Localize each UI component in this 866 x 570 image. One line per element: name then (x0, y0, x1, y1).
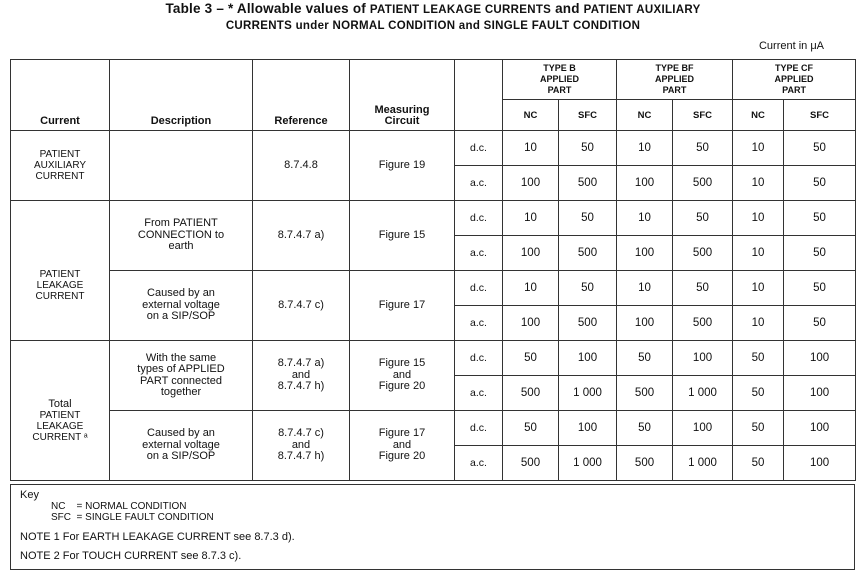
header-measuring-circuit (350, 60, 455, 131)
value-cell: 1 000 (559, 376, 617, 411)
value-cell: 1 000 (673, 376, 733, 411)
value-cell: 10 (503, 131, 559, 166)
header-blank (455, 60, 503, 131)
dc-label: d.c. (455, 341, 503, 376)
value-cell: 10 (733, 166, 784, 201)
circuit-cell-line: Figure 15 (378, 357, 426, 370)
value-cell: 100 (617, 236, 673, 271)
value-cell: 10 (617, 271, 673, 306)
description-cell (110, 271, 253, 341)
circuit-cell-line: and (392, 368, 412, 381)
current-line: CURRENT (35, 171, 85, 182)
value-cell: 50 (673, 271, 733, 306)
reference-cell-line: 8.7.4.7 a) (277, 228, 325, 241)
reference-cell-line: and (291, 438, 311, 451)
circuit-cell-line: Figure 20 (378, 380, 426, 393)
value-cell: 10 (617, 201, 673, 236)
reference-cell-line: 8.7.4.7 c) (278, 298, 324, 311)
type-cf-line-2: APPLIED (774, 74, 814, 84)
header-reference: Reference (253, 60, 350, 131)
reference-cell-line: 8.7.4.8 (284, 158, 318, 171)
value-cell: 10 (617, 131, 673, 166)
value-cell: 500 (673, 236, 733, 271)
title-and: and (551, 1, 584, 16)
header-description: Description (110, 60, 253, 131)
value-cell: 500 (559, 236, 617, 271)
reference-cell (253, 341, 350, 411)
value-cell: 50 (559, 131, 617, 166)
current-line: PATIENT (39, 149, 81, 160)
value-cell: 100 (784, 376, 856, 411)
current-line: AUXILIARY (33, 160, 87, 171)
type-bf-line-1: TYPE BF (655, 63, 694, 73)
key-title: Key (20, 489, 39, 501)
type-b-line-1: TYPE B (543, 63, 576, 73)
description-cell-line: earth (168, 240, 194, 253)
type-bf-line-2: APPLIED (655, 74, 695, 84)
current-cell (11, 131, 110, 201)
value-cell: 50 (733, 376, 784, 411)
value-cell: 50 (733, 341, 784, 376)
unit-note: Current in μA (758, 40, 824, 52)
table-row (11, 271, 856, 306)
key-box (10, 484, 855, 570)
circuit-cell-line: Figure 19 (378, 158, 426, 171)
current-line: PATIENT (39, 269, 81, 280)
value-cell: 500 (503, 376, 559, 411)
circuit-cell (350, 271, 455, 341)
reference-cell-line: 8.7.4.7 c) (278, 427, 324, 440)
circuit-cell-line: Figure 15 (378, 228, 426, 241)
dc-label: d.c. (455, 131, 503, 166)
ac-label: a.c. (455, 166, 503, 201)
value-cell: 100 (784, 411, 856, 446)
header-type-bf (617, 60, 733, 100)
description-cell (110, 411, 253, 481)
type-cf-line-1: TYPE CF (775, 63, 814, 73)
ac-label: a.c. (455, 446, 503, 481)
value-cell: 50 (617, 411, 673, 446)
value-cell: 50 (784, 306, 856, 341)
reference-cell (253, 131, 350, 201)
value-cell: 50 (617, 341, 673, 376)
reference-cell (253, 201, 350, 271)
value-cell: 100 (559, 411, 617, 446)
dc-label: d.c. (455, 201, 503, 236)
ac-label: a.c. (455, 236, 503, 271)
value-cell: 100 (503, 166, 559, 201)
type-b-line-2: APPLIED (540, 74, 580, 84)
title-term-1: PATIENT LEAKAGE CURRENTS (369, 4, 552, 16)
table-row (11, 201, 856, 236)
header-current: Current (11, 60, 110, 131)
type-bf-line-3: PART (662, 85, 687, 95)
value-cell: 10 (503, 271, 559, 306)
circuit-cell-line: and (392, 438, 412, 451)
header-b-nc: NC (503, 100, 559, 131)
value-cell: 10 (733, 306, 784, 341)
current-line: CURRENT ᵃ (32, 431, 88, 443)
description-cell-line: PART connected (140, 374, 222, 387)
value-cell: 10 (733, 236, 784, 271)
note-1: NOTE 1 For EARTH LEAKAGE CURRENT see 8.7.3 d). (20, 531, 295, 543)
value-cell: 50 (503, 341, 559, 376)
reference-cell-line: and (291, 368, 311, 381)
value-cell: 1 000 (673, 446, 733, 481)
value-cell: 500 (503, 446, 559, 481)
description-cell-line: on a SIP/SOP (146, 450, 216, 463)
value-cell: 50 (784, 131, 856, 166)
circuit-cell (350, 411, 455, 481)
circuit-cell-line: Figure 20 (378, 450, 426, 463)
value-cell: 1 000 (559, 446, 617, 481)
value-cell: 500 (559, 166, 617, 201)
value-cell: 100 (673, 341, 733, 376)
current-cell (11, 341, 110, 481)
value-cell: 50 (733, 411, 784, 446)
current-cell (11, 201, 110, 341)
value-cell: 50 (503, 411, 559, 446)
value-cell: 100 (673, 411, 733, 446)
value-cell: 500 (673, 306, 733, 341)
value-cell: 50 (784, 166, 856, 201)
value-cell: 100 (784, 446, 856, 481)
reference-cell-line: 8.7.4.7 a) (277, 357, 325, 370)
type-b-line-3: PART (547, 85, 572, 95)
dc-label: d.c. (455, 271, 503, 306)
reference-cell-line: 8.7.4.7 h) (277, 380, 325, 393)
value-cell: 50 (784, 201, 856, 236)
type-cf-line-3: PART (782, 85, 806, 95)
description-cell-line: CONNECTION to (137, 228, 225, 241)
value-cell: 100 (617, 306, 673, 341)
circuit-cell (350, 201, 455, 271)
header-type-cf (733, 60, 856, 100)
title-term-2: PATIENT AUXILIARY (583, 4, 701, 16)
header-measuring-line-1: Measuring (374, 104, 430, 116)
description-cell (110, 341, 253, 411)
key-nc: NC = NORMAL CONDITION (51, 501, 187, 512)
description-cell-line: Caused by an (147, 287, 215, 300)
value-cell: 10 (733, 201, 784, 236)
description-cell-line: external voltage (142, 298, 220, 311)
title-line-2: CURRENTS under NORMAL CONDITION and SINGLE FAULT CONDITION (225, 20, 641, 32)
table-row (11, 131, 856, 166)
description-cell (110, 131, 253, 201)
value-cell: 500 (559, 306, 617, 341)
description-cell-line: types of APPLIED (137, 363, 225, 375)
header-bf-nc: NC (617, 100, 673, 131)
value-cell: 50 (673, 131, 733, 166)
value-cell: 50 (559, 201, 617, 236)
current-line: Total (48, 397, 72, 410)
table-row (11, 341, 856, 376)
reference-cell-line: 8.7.4.7 h) (277, 450, 325, 463)
current-line: PATIENT (39, 409, 81, 421)
header-bf-sfc: SFC (673, 100, 733, 131)
value-cell: 100 (617, 166, 673, 201)
title-prefix: Table 3 – * Allowable values of (165, 1, 370, 16)
value-cell: 100 (559, 341, 617, 376)
value-cell: 10 (503, 201, 559, 236)
value-cell: 100 (503, 306, 559, 341)
current-line: LEAKAGE (36, 280, 84, 291)
header-cf-sfc: SFC (784, 100, 856, 131)
circuit-cell (350, 131, 455, 201)
value-cell: 500 (617, 376, 673, 411)
value-cell: 100 (503, 236, 559, 271)
header-cf-nc: NC (733, 100, 784, 131)
value-cell: 10 (733, 271, 784, 306)
dc-label: d.c. (455, 411, 503, 446)
allowable-values-table (10, 59, 856, 481)
value-cell: 50 (784, 271, 856, 306)
value-cell: 50 (733, 446, 784, 481)
description-cell-line: Caused by an (147, 427, 215, 440)
value-cell: 500 (673, 166, 733, 201)
circuit-cell (350, 341, 455, 411)
header-measuring-line-2: Circuit (384, 115, 420, 127)
table-title (0, 1, 866, 34)
value-cell: 500 (617, 446, 673, 481)
value-cell: 50 (673, 201, 733, 236)
description-cell-line: together (160, 386, 202, 398)
table-row (11, 411, 856, 446)
header-type-b (503, 60, 617, 100)
reference-cell (253, 411, 350, 481)
reference-cell (253, 271, 350, 341)
note-2: NOTE 2 For TOUCH CURRENT see 8.7.3 c). (20, 550, 242, 562)
description-cell-line: With the same (145, 351, 217, 364)
description-cell-line: external voltage (142, 438, 220, 451)
value-cell: 100 (784, 341, 856, 376)
ac-label: a.c. (455, 376, 503, 411)
value-cell: 50 (784, 236, 856, 271)
current-line: CURRENT (35, 291, 85, 302)
description-cell (110, 201, 253, 271)
value-cell: 10 (733, 131, 784, 166)
circuit-cell-line: Figure 17 (378, 298, 426, 311)
key-sfc: SFC = SINGLE FAULT CONDITION (51, 512, 214, 523)
ac-label: a.c. (455, 306, 503, 341)
description-cell-line: on a SIP/SOP (146, 310, 216, 323)
header-b-sfc: SFC (559, 100, 617, 131)
circuit-cell-line: Figure 17 (378, 427, 426, 440)
description-cell-line: From PATIENT (144, 217, 218, 230)
value-cell: 50 (559, 271, 617, 306)
current-line: LEAKAGE (36, 420, 84, 432)
